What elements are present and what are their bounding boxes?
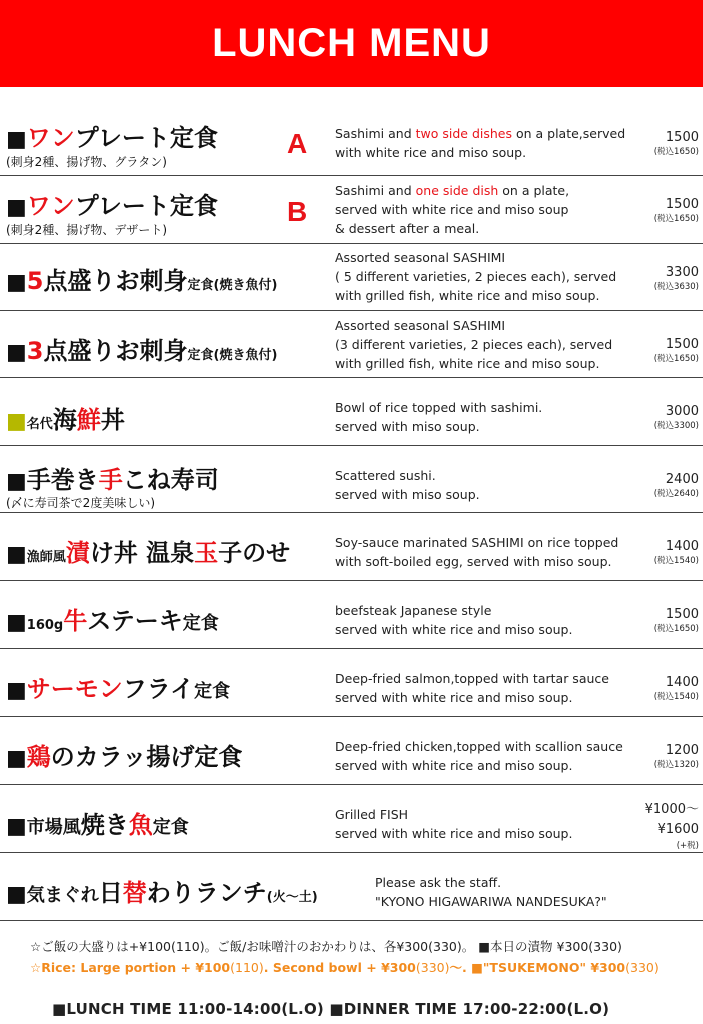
menu-list — [0, 106, 703, 921]
page-title: LUNCH MENU — [212, 21, 491, 65]
item-description: Bowl of rice topped with sashimi. served with miso soup. — [335, 400, 543, 434]
footer-note-en: ☆Rice: Large portion + ¥100(110). Second bowl + ¥300(330)～. ■"TSUKEMONO" ¥300(330) — [30, 960, 659, 975]
item-description: Sashimi and two side dishes on a plate,served with white rice and miso soup. — [335, 126, 626, 160]
item-price: 2400 (税込2640) — [653, 472, 699, 499]
item-price: 1400 (税込1540) — [653, 675, 699, 702]
menu-item — [0, 853, 703, 921]
item-price: 3000 (税込3300) — [653, 404, 699, 431]
menu-item — [0, 446, 703, 513]
menu-item — [0, 581, 703, 649]
item-name: ■鶏のカラッ揚げ定食 — [6, 743, 243, 771]
item-subtitle: (刺身2種、揚げ物、グラタン) — [6, 155, 167, 169]
menu-item — [0, 106, 703, 176]
menu-item — [0, 311, 703, 378]
menu-item — [0, 244, 703, 311]
menu-item — [0, 785, 703, 853]
item-name: ■サーモンフライ定食 — [6, 675, 231, 703]
menu-item — [0, 378, 703, 446]
item-description: Assorted seasonal SASHIMI ( 5 different varieties, 2 pieces each), served with grilled fish, white rice and miso soup. — [335, 250, 617, 303]
item-name: ■名代海鮮丼 — [6, 406, 125, 434]
item-price: 1500 (税込1650) — [653, 130, 699, 157]
item-price: 1500 (税込1650) — [653, 607, 699, 634]
item-name: ■漁師風漬け丼 温泉玉子のせ — [6, 539, 291, 567]
item-name: ■ワンプレート定食 — [6, 192, 218, 220]
set-letter-b: B — [287, 196, 308, 227]
item-description: Deep-fried chicken,topped with scallion sauce served with white rice and miso soup. — [335, 739, 623, 773]
business-hours: ■LUNCH TIME 11:00-14:00(L.O) ■DINNER TIME 17:00-22:00(L.O) — [52, 1000, 610, 1018]
item-price: 1400 (税込1540) — [653, 539, 699, 566]
item-name: ■160g牛ステーキ定食 — [6, 607, 219, 635]
olive-square-icon: ■ — [6, 409, 27, 434]
item-name: ■手巻き手こね寿司 — [6, 466, 219, 494]
item-subtitle: (刺身2種、揚げ物、デザート) — [6, 223, 167, 237]
item-name: ■市場風焼き魚定食 — [6, 811, 189, 839]
item-description: Assorted seasonal SASHIMI (3 different varieties, 2 pieces each), served with grilled fish, white rice and miso soup. — [335, 318, 613, 371]
item-price: 1500 (税込1650) — [653, 197, 699, 224]
item-price: ¥1000～ ¥1600 (+税) — [644, 802, 699, 851]
item-description: Grilled FISH served with white rice and miso soup. — [335, 807, 573, 841]
item-price: 3300 (税込3630) — [653, 265, 699, 292]
footer-note-jp: ☆ご飯の大盛りは+¥100(110)。ご飯/お味噌汁のおかわりは、各¥300(330)。 ■本日の漬物 ¥300(330) — [30, 939, 622, 954]
item-description: Please ask the staff. "KYONO HIGAWARIWA NANDESUKA?" — [375, 875, 607, 909]
item-name: ■気まぐれ日替わりランチ(火～土) — [6, 879, 318, 907]
item-description: Deep-fried salmon,topped with tartar sauce served with white rice and miso soup. — [335, 671, 609, 705]
item-name: ■3点盛りお刺身定食(焼き魚付) — [6, 337, 278, 365]
set-letter-a: A — [287, 128, 308, 159]
item-description: Sashimi and one side dish on a plate, served with white rice and miso soup & dessert after a meal. — [335, 183, 570, 236]
item-price: 1200 (税込1320) — [653, 743, 699, 770]
item-name: ■5点盛りお刺身定食(焼き魚付) — [6, 267, 278, 295]
header-banner — [0, 0, 703, 87]
item-description: beefsteak Japanese style served with white rice and miso soup. — [335, 603, 573, 637]
item-description: Soy-sauce marinated SASHIMI on rice topped with soft-boiled egg, served with miso soup. — [335, 535, 619, 569]
menu-item — [0, 717, 703, 785]
item-description: Scattered sushi. served with miso soup. — [335, 468, 480, 502]
menu-item — [0, 176, 703, 244]
menu-item — [0, 649, 703, 717]
menu-item — [0, 513, 703, 581]
item-name: ■ワンプレート定食 — [6, 124, 218, 152]
item-price: 1500 (税込1650) — [653, 337, 699, 364]
item-subtitle: (〆に寿司茶で2度美味しい) — [6, 496, 155, 510]
